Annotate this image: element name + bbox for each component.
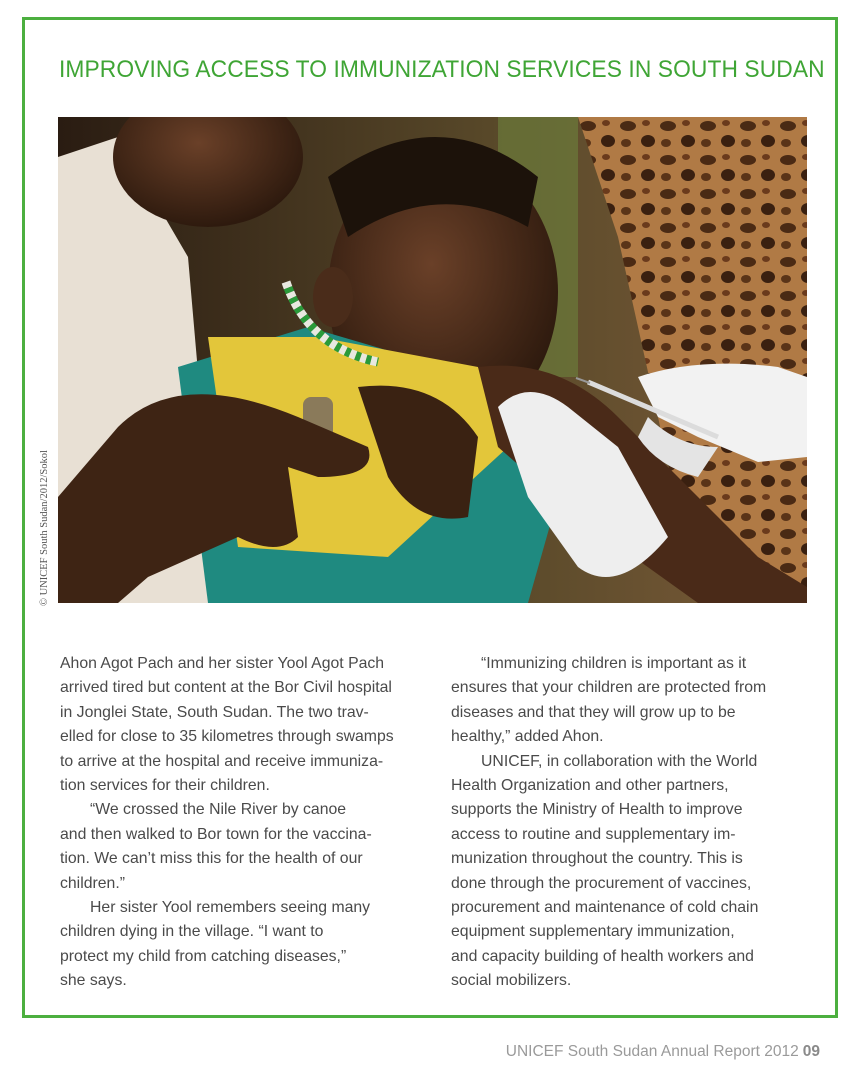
- vaccination-photo: [58, 117, 807, 603]
- photo-credit: © UNICEF South Sudan/2012/Sokol: [39, 450, 50, 606]
- article-right-column: [451, 652, 823, 994]
- page-footer: [506, 1043, 820, 1061]
- paragraph: Her sister Yool remembers seeing many children dying in the village. “I want to protect my child from catching diseases,” she says.: [60, 899, 371, 990]
- paragraph: “Immunizing children is important as it ensures that your children are protected from diseases and that they will grow up to be healthy,” added Ahon.: [451, 655, 767, 746]
- photo-child-vaccination-icon: [58, 117, 807, 603]
- page-number: 09: [802, 1043, 820, 1060]
- paragraph: Ahon Agot Pach and her sister Yool Agot Pach arrived tired but content at the Bor Civil hospital in Jonglei State, South Sudan. The two trav- elled for close to 35 kilometres through swamps to arrive at the hospital and receive immuniza- tion services for their children.: [60, 655, 394, 795]
- paragraph: UNICEF, in collaboration with the World Health Organization and other partners, supports the Ministry of Health to improve access to routine and supplementary im- munization throughout the country. This is done through the procurement of vaccines, procurement and maintenance of cold chain equipment supplementary immunization, and capacity building of health workers and social mobilizers.: [451, 752, 759, 990]
- paragraph: “We crossed the Nile River by canoe and then walked to Bor town for the vaccina- tion. We can’t miss this for the health of our children.”: [60, 801, 372, 892]
- article-left-column: [60, 652, 432, 994]
- report-name: UNICEF South Sudan Annual Report 2012: [505, 1043, 799, 1060]
- page-title: IMPROVING ACCESS TO IMMUNIZATION SERVICES IN SOUTH SUDAN: [59, 56, 825, 83]
